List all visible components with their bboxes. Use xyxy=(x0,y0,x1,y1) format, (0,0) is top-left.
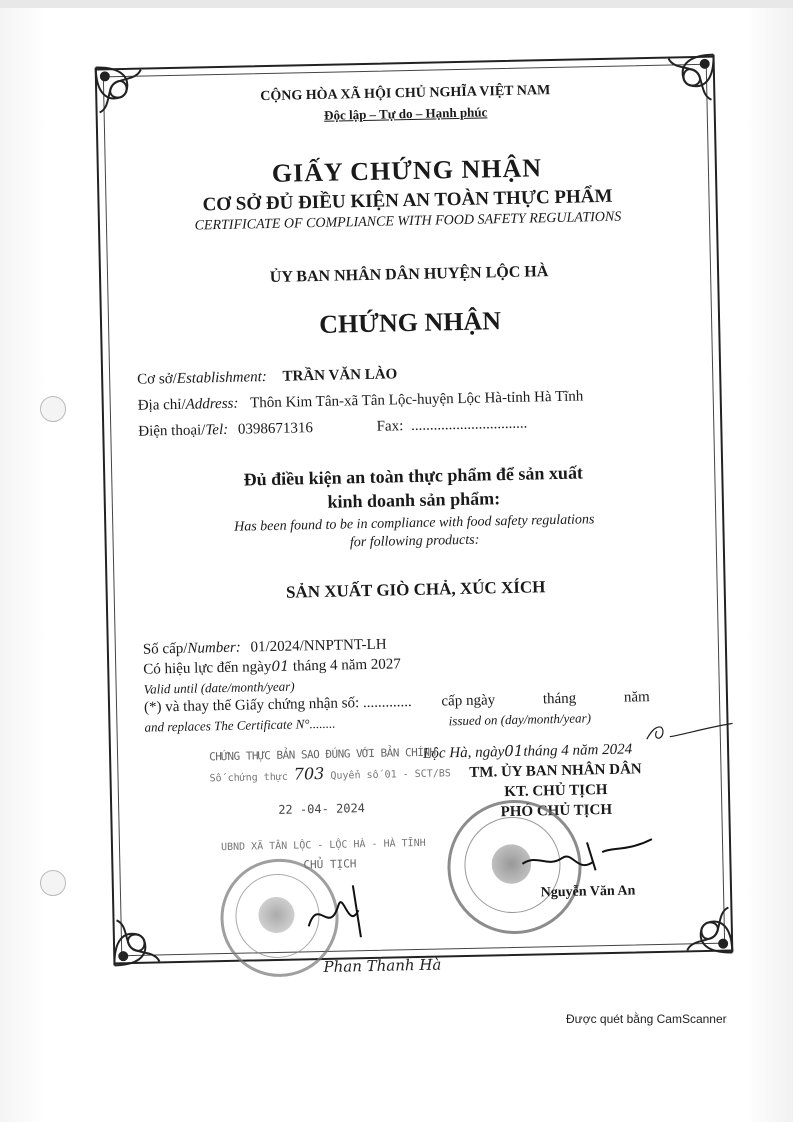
copy-stamp-number-prefix: Số chứng thực xyxy=(209,771,288,785)
replaces-issued-english: issued on (day/month/year) xyxy=(448,710,592,729)
document-title: GIẤY CHỨNG NHẬN xyxy=(271,153,543,188)
replaces-month-label: tháng xyxy=(542,690,577,708)
punch-hole xyxy=(40,870,66,896)
signer-name: Nguyễn Văn An xyxy=(540,883,636,901)
document-title-english: CERTIFICATE OF COMPLIANCE WITH FOOD SAFETY REGULATIONS xyxy=(194,209,622,234)
phone-label-en: Tel: xyxy=(205,421,229,439)
address-label: Địa chỉ/ xyxy=(137,396,186,414)
compliance-line-2: kinh doanh sản phẩm: xyxy=(327,488,501,512)
copy-stamp-date: 22 -04- 2024 xyxy=(278,801,366,817)
copy-signature-icon xyxy=(298,875,379,947)
replaces-issued-label: cấp ngày xyxy=(441,692,496,710)
fax-value: ............................... xyxy=(410,415,528,435)
country-name: CỘNG HÒA XÃ HỘI CHỦ NGHĨA VIỆT NAM xyxy=(260,83,551,105)
place-date-suffix: tháng 4 năm 2024 xyxy=(523,741,633,760)
certifies-heading: CHỨNG NHẬN xyxy=(318,306,502,339)
issuing-authority: ỦY BAN NHÂN DÂN HUYỆN LỘC HÀ xyxy=(269,263,549,286)
signer-office: TM. ỦY BAN NHÂN DÂN xyxy=(469,761,642,781)
copy-stamp-role: CHỦ TỊCH xyxy=(303,857,357,872)
document-subtitle: CƠ SỞ ĐỦ ĐIỀU KIỆN AN TOÀN THỰC PHẨM xyxy=(202,185,613,216)
signer-deputy: KT. CHỦ TỊCH xyxy=(504,782,608,801)
products: SẢN XUẤT GIÒ CHẢ, XÚC XÍCH xyxy=(285,577,546,602)
scanner-watermark: Được quét bằng CamScanner xyxy=(566,1012,727,1026)
compliance-english-2: for following products: xyxy=(349,532,480,551)
fax-label: Fax: xyxy=(376,418,404,435)
certificate xyxy=(91,50,738,976)
validity-day: 01 xyxy=(271,658,290,676)
number-label-en: Number: xyxy=(187,639,241,657)
replaces-english: and replaces The Certificate N°........ xyxy=(144,715,336,735)
number-value: 01/2024/NNPTNT-LH xyxy=(250,636,387,656)
scan-top-edge xyxy=(0,0,793,8)
compliance-english-1: Has been found to be in compliance with food safety regulations xyxy=(233,512,595,535)
establishment-label-en: Establishment: xyxy=(176,369,267,387)
number-label: Số cấp/ xyxy=(142,640,188,658)
copy-stamp-number: 703 xyxy=(293,763,325,784)
place-date-day: 01 xyxy=(504,741,524,761)
corner-ornament-icon xyxy=(108,899,179,970)
replaces-year-label: năm xyxy=(623,689,650,706)
signature-icon xyxy=(517,821,658,884)
address-label-en: Address: xyxy=(185,395,239,413)
validity-suffix: tháng 4 năm 2027 xyxy=(292,656,401,675)
copy-stamp-book: Quyển số 01 - SCT/BS xyxy=(330,768,451,782)
establishment-label: Cơ sở/ xyxy=(137,370,177,388)
copy-signer-name: Phan Thanh Hà xyxy=(323,955,442,976)
compliance-line-1: Đủ điều kiện an toàn thực phẩm để sản xuất xyxy=(243,462,584,490)
replaces-text: (*) và thay thế Giấy chứng nhận số: ............. xyxy=(143,694,412,716)
national-motto: Độc lập – Tự do – Hạnh phúc xyxy=(323,104,488,123)
punch-hole xyxy=(40,396,66,422)
phone-value: 0398671316 xyxy=(237,420,314,438)
validity-prefix: Có hiệu lực đến ngày xyxy=(143,659,272,678)
place-date-prefix: Lộc Hà, ngày xyxy=(422,744,505,762)
copy-stamp-office: UBND XÃ TÂN LỘC - LỘC HÀ - HÀ TĨNH xyxy=(220,837,426,854)
signer-title: PHÓ CHỦ TỊCH xyxy=(500,801,613,821)
validity-english: Valid until (date/month/year) xyxy=(143,678,295,697)
establishment-value: TRẦN VĂN LÀO xyxy=(282,366,398,385)
phone-label: Điện thoại/ xyxy=(138,422,206,440)
copy-stamp-title: CHỨNG THỰC BẢN SAO ĐÚNG VỚI BẢN CHÍNH xyxy=(208,745,436,764)
handwritten-mark-icon xyxy=(644,717,735,749)
address-value: Thôn Kim Tân-xã Tân Lộc-huyện Lộc Hà-tỉnh Hà Tĩnh xyxy=(250,388,584,412)
